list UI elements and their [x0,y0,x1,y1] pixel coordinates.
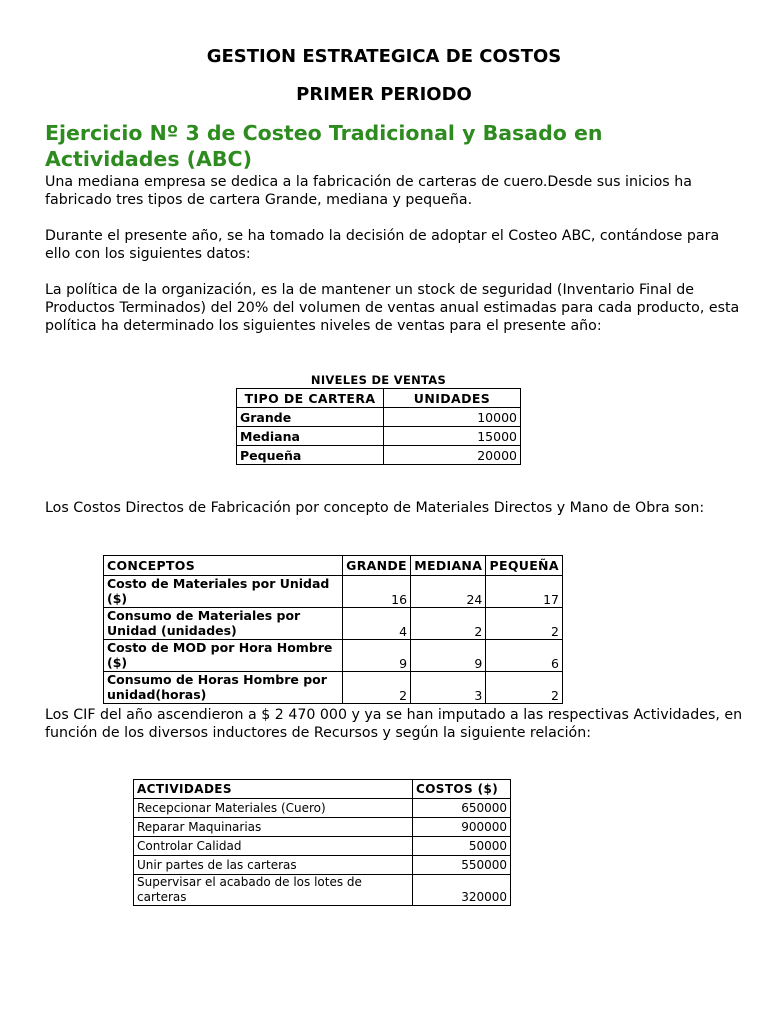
cell-actividad: Unir partes de las carteras [134,856,413,875]
cell-costo: 320000 [413,875,511,906]
table-header-row [104,556,563,576]
cell-grande: 16 [343,576,411,608]
cell-mediana: 2 [411,608,486,640]
cell-actividad: Reparar Maquinarias [134,818,413,837]
cell-costo: 550000 [413,856,511,875]
cell-concepto: Consumo de Materiales por Unidad (unidades) [104,608,343,640]
cell-costo: 50000 [413,837,511,856]
cell-mediana: 3 [411,672,486,704]
table-row [104,576,563,608]
cell-unidades: 20000 [384,446,521,465]
cell-pequena: 2 [486,608,563,640]
table-row [237,408,521,427]
cell-tipo: Pequeña [237,446,384,465]
cell-pequena: 6 [486,640,563,672]
cell-costo: 650000 [413,799,511,818]
table-header-row [237,389,521,408]
column-header: UNIDADES [384,389,521,408]
direct-costs-paragraph: Los Costos Directos de Fabricación por concepto de Materiales Directos y Mano de Obra son: [45,500,705,516]
stock-policy-paragraph: La política de la organización, es la de mantener un stock de seguridad (Inventario Final de Productos Terminados) del 20% del volumen de ventas anual estimadas para cada producto, esta política ha determinado los siguientes niveles de ventas para el presente año: [45,282,740,334]
cell-tipo: Grande [237,408,384,427]
table-row [134,875,511,906]
cell-actividad: Controlar Calidad [134,837,413,856]
column-header: PEQUEÑA [486,556,563,576]
table-row [134,799,511,818]
intro-paragraph: Una mediana empresa se dedica a la fabricación de carteras de cuero.Desde sus inicios ha fabricado tres tipos de cartera Grande, mediana y pequeña. [45,174,692,208]
cell-concepto: Costo de Materiales por Unidad ($) [104,576,343,608]
cell-pequena: 17 [486,576,563,608]
cell-costo: 900000 [413,818,511,837]
column-header: CONCEPTOS [104,556,343,576]
direct-costs-table [103,555,563,704]
abc-decision-paragraph: Durante el presente año, se ha tomado la decisión de adoptar el Costeo ABC, contándose para ello con los siguientes datos: [45,228,720,262]
cell-concepto: Costo de MOD por Hora Hombre ($) [104,640,343,672]
table-row [104,640,563,672]
table-row [237,446,521,465]
activities-table [133,779,511,906]
table-row [134,837,511,856]
table-row [134,856,511,875]
cell-grande: 4 [343,608,411,640]
table-header-row [134,780,511,799]
cell-tipo: Mediana [237,427,384,446]
table-row [237,427,521,446]
column-header: GRANDE [343,556,411,576]
cell-mediana: 9 [411,640,486,672]
cell-pequena: 2 [486,672,563,704]
cell-actividad: Supervisar el acabado de los lotes de carteras [134,875,413,906]
cell-grande: 2 [343,672,411,704]
exercise-heading: Ejercicio Nº 3 de Costeo Tradicional y Basado en Actividades (ABC) [45,121,603,171]
sales-levels-table [236,388,521,465]
table-row [104,608,563,640]
table-row [104,672,563,704]
cell-concepto: Consumo de Horas Hombre por unidad(horas) [104,672,343,704]
cell-unidades: 15000 [384,427,521,446]
document-title: GESTION ESTRATEGICA DE COSTOS [206,46,562,67]
cell-unidades: 10000 [384,408,521,427]
cell-actividad: Recepcionar Materiales (Cuero) [134,799,413,818]
cif-paragraph: Los CIF del año ascendieron a $ 2 470 000 y ya se han imputado a las respectivas Actividades, en función de los diversos inductores de Recursos y según la siguiente relación: [45,707,743,741]
table-row [134,818,511,837]
cell-mediana: 24 [411,576,486,608]
column-header: ACTIVIDADES [134,780,413,799]
document-subtitle: PRIMER PERIODO [296,84,472,105]
column-header: MEDIANA [411,556,486,576]
column-header: COSTOS ($) [413,780,511,799]
sales-levels-caption: NIVELES DE VENTAS [310,373,447,387]
cell-grande: 9 [343,640,411,672]
column-header: TIPO DE CARTERA [237,389,384,408]
